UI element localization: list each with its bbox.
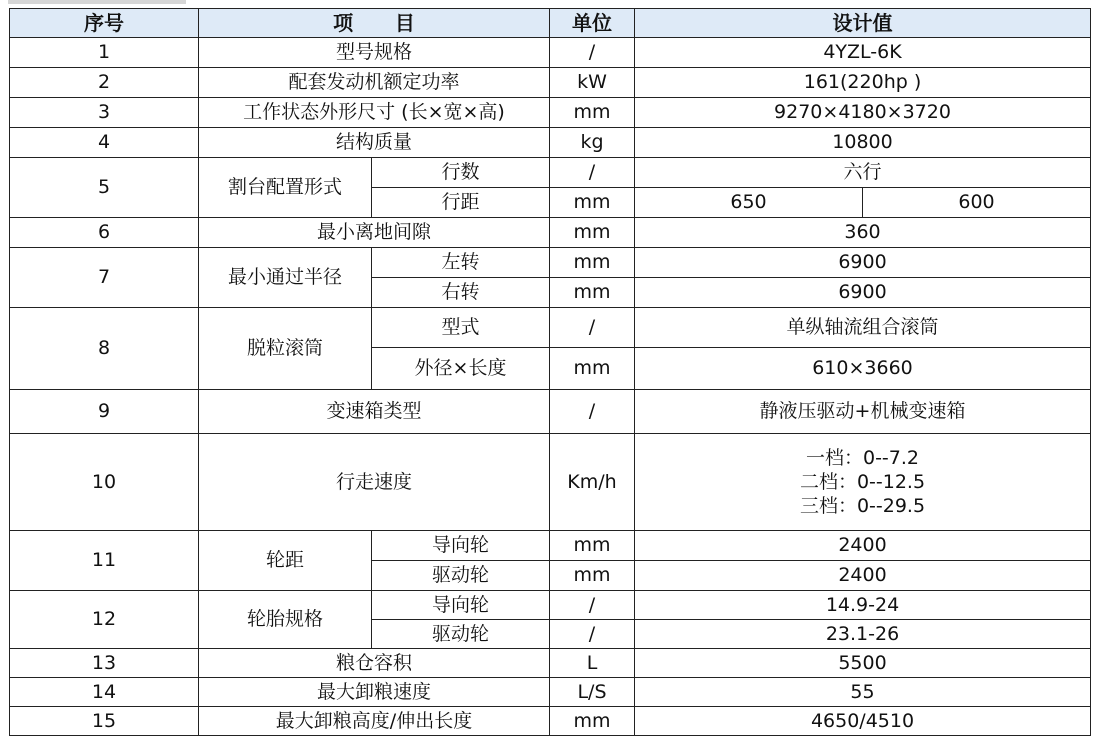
item-name: 变速箱类型	[199, 390, 550, 434]
unit-cell: mm	[550, 707, 635, 736]
sub-item-name: 导向轮	[372, 591, 550, 620]
sub-item-name: 外径×长度	[372, 348, 550, 390]
value-cell: 2400	[635, 561, 1091, 591]
table-row	[10, 68, 1091, 98]
unit-cell: L/S	[550, 678, 635, 707]
header-row	[10, 9, 1091, 38]
header-item: 项 目	[199, 9, 550, 38]
value-cell: 单纵轴流组合滚筒	[635, 308, 1091, 348]
unit-cell: kg	[550, 128, 635, 158]
sub-item-name: 左转	[372, 248, 550, 278]
table-row	[10, 649, 1091, 678]
spec-table	[9, 8, 1091, 736]
value-cell: 4650/4510	[635, 707, 1091, 736]
value-cell: 161(220hp )	[635, 68, 1091, 98]
value-cell: 6900	[635, 278, 1091, 308]
value-cell: 14.9-24	[635, 591, 1091, 620]
value-cell-a: 650	[635, 188, 863, 218]
value-cell	[635, 434, 1091, 531]
top-divider	[8, 0, 186, 4]
unit-cell: /	[550, 390, 635, 434]
value-cell: 2400	[635, 531, 1091, 561]
row-number: 2	[10, 68, 199, 98]
table-row	[10, 98, 1091, 128]
item-name: 轮胎规格	[199, 591, 372, 649]
row-number: 11	[10, 531, 199, 591]
row-number: 14	[10, 678, 199, 707]
sub-item-name: 行距	[372, 188, 550, 218]
table-row	[10, 248, 1091, 278]
table-row	[10, 531, 1091, 561]
unit-cell: Km/h	[550, 434, 635, 531]
unit-cell: mm	[550, 98, 635, 128]
value-cell: 610×3660	[635, 348, 1091, 390]
table-row	[10, 591, 1091, 620]
row-number: 13	[10, 649, 199, 678]
table-row	[10, 390, 1091, 434]
speed-gear-3: 三档：0--29.5	[799, 495, 926, 517]
header-seq: 序号	[10, 9, 199, 38]
sub-item-name: 导向轮	[372, 531, 550, 561]
unit-cell: mm	[550, 188, 635, 218]
item-name: 型号规格	[199, 38, 550, 68]
unit-cell: /	[550, 38, 635, 68]
unit-cell: /	[550, 308, 635, 348]
value-cell: 4YZL-6K	[635, 38, 1091, 68]
unit-cell: mm	[550, 278, 635, 308]
table-row	[10, 308, 1091, 348]
row-number: 5	[10, 158, 199, 218]
value-cell-b: 600	[863, 188, 1091, 218]
row-number: 15	[10, 707, 199, 736]
value-cell: 5500	[635, 649, 1091, 678]
row-number: 3	[10, 98, 199, 128]
speed-gear-1: 一档：0--7.2	[805, 447, 920, 469]
value-cell: 9270×4180×3720	[635, 98, 1091, 128]
item-name: 最小离地间隙	[199, 218, 550, 248]
value-cell: 6900	[635, 248, 1091, 278]
unit-cell: kW	[550, 68, 635, 98]
sub-item-name: 驱动轮	[372, 561, 550, 591]
row-number: 1	[10, 38, 199, 68]
row-number: 10	[10, 434, 199, 531]
item-name: 脱粒滚筒	[199, 308, 372, 390]
table-row	[10, 707, 1091, 736]
item-name: 最大卸粮速度	[199, 678, 550, 707]
item-name: 配套发动机额定功率	[199, 68, 550, 98]
unit-cell: /	[550, 158, 635, 188]
table-row	[10, 678, 1091, 707]
table-row	[10, 434, 1091, 531]
unit-cell: mm	[550, 348, 635, 390]
value-cell: 360	[635, 218, 1091, 248]
row-number: 6	[10, 218, 199, 248]
header-value: 设计值	[635, 9, 1091, 38]
item-name: 工作状态外形尺寸 (长×宽×高)	[199, 98, 550, 128]
value-cell: 10800	[635, 128, 1091, 158]
table-row	[10, 158, 1091, 188]
row-number: 9	[10, 390, 199, 434]
item-name: 粮仓容积	[199, 649, 550, 678]
item-name: 最大卸粮高度/伸出长度	[199, 707, 550, 736]
row-number: 4	[10, 128, 199, 158]
item-name: 结构质量	[199, 128, 550, 158]
table-row	[10, 128, 1091, 158]
unit-cell: mm	[550, 248, 635, 278]
item-name: 割台配置形式	[199, 158, 372, 218]
value-cell: 静液压驱动+机械变速箱	[635, 390, 1091, 434]
unit-cell: mm	[550, 531, 635, 561]
speed-gear-2: 二档：0--12.5	[799, 471, 926, 493]
row-number: 8	[10, 308, 199, 390]
sub-item-name: 右转	[372, 278, 550, 308]
sub-item-name: 驱动轮	[372, 620, 550, 649]
table-row	[10, 38, 1091, 68]
unit-cell: mm	[550, 561, 635, 591]
unit-cell: /	[550, 591, 635, 620]
header-unit: 单位	[550, 9, 635, 38]
unit-cell: L	[550, 649, 635, 678]
row-number: 12	[10, 591, 199, 649]
value-cell: 55	[635, 678, 1091, 707]
sub-item-name: 型式	[372, 308, 550, 348]
item-name: 最小通过半径	[199, 248, 372, 308]
item-name: 行走速度	[199, 434, 550, 531]
unit-cell: /	[550, 620, 635, 649]
row-number: 7	[10, 248, 199, 308]
value-cell: 23.1-26	[635, 620, 1091, 649]
item-name: 轮距	[199, 531, 372, 591]
sub-item-name: 行数	[372, 158, 550, 188]
table-row	[10, 218, 1091, 248]
value-cell: 六行	[635, 158, 1091, 188]
unit-cell: mm	[550, 218, 635, 248]
